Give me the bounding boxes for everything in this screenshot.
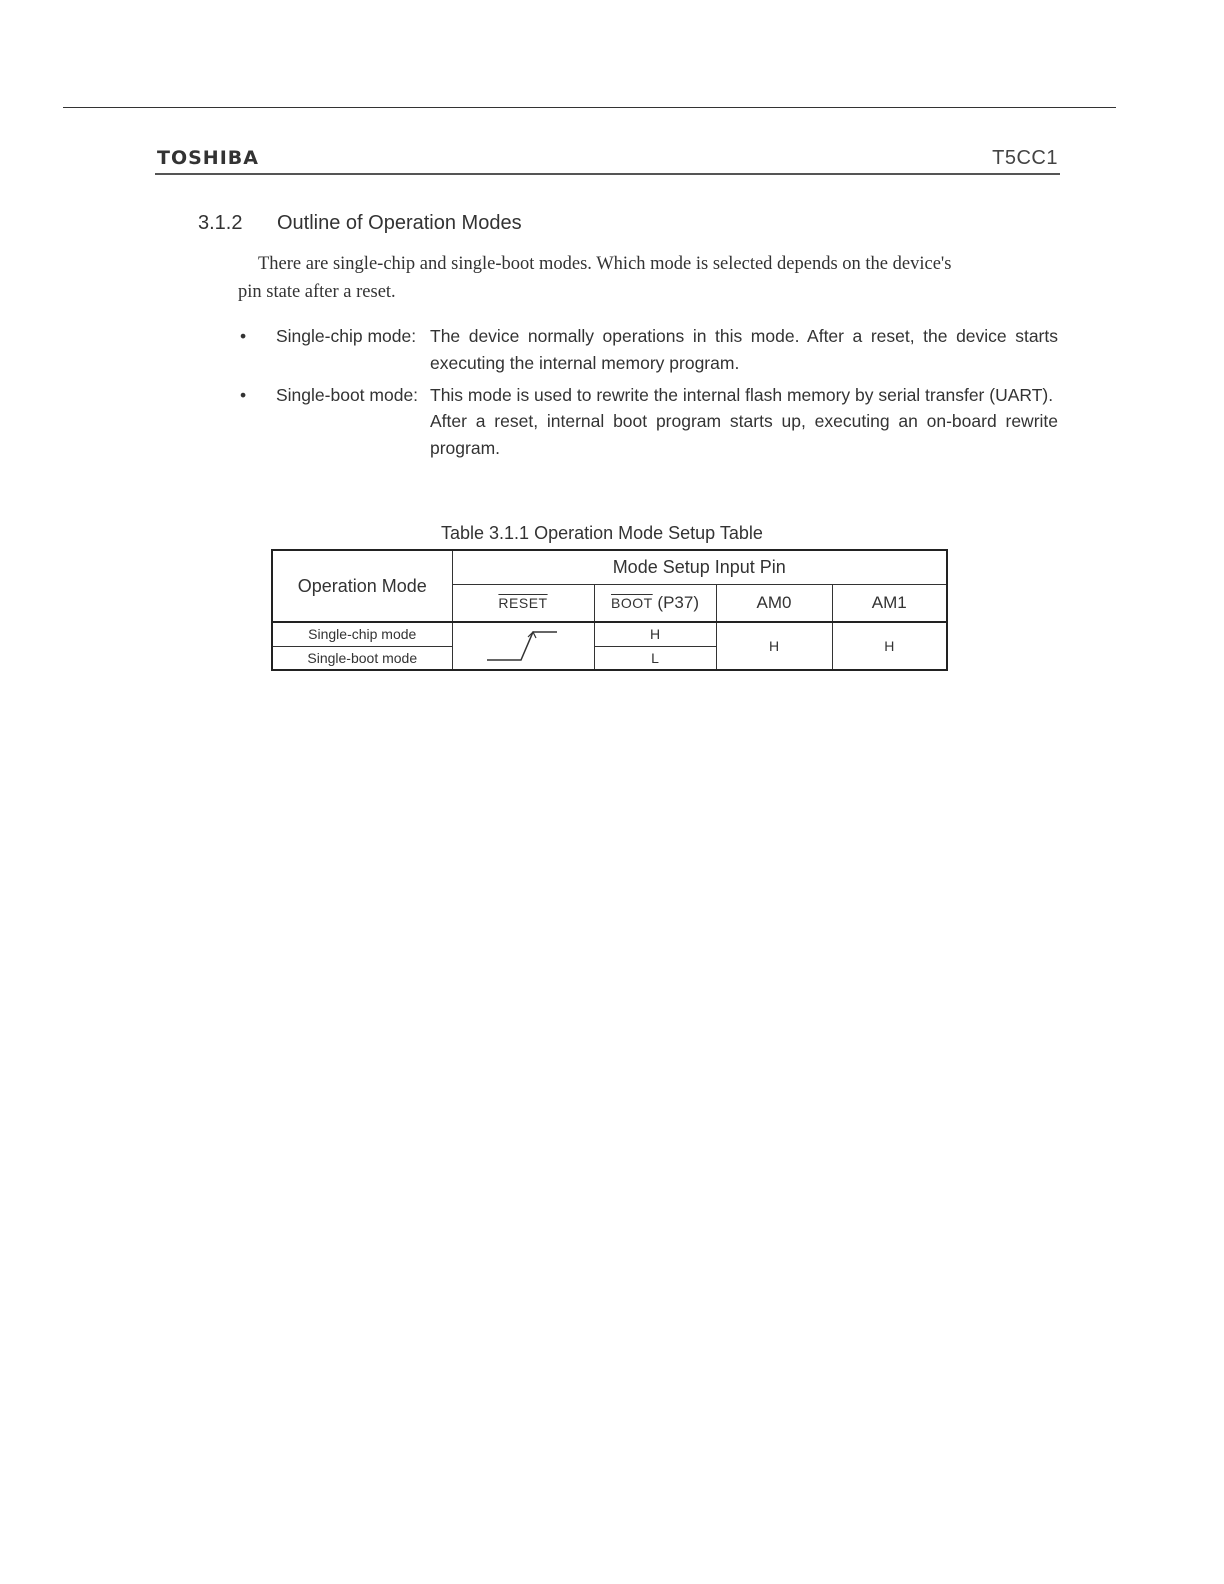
intro-line-2: pin state after a reset.	[238, 282, 396, 302]
reset-label: RESET	[498, 595, 548, 611]
row-mode-single-boot: Single-boot mode	[272, 646, 452, 670]
bullet-description-p2: After a reset, internal boot program starts up, executing an on-board rewrite program.	[430, 411, 1058, 458]
page-header	[155, 143, 1060, 175]
header-pin-am1: AM1	[832, 585, 947, 623]
intro-line-1: There are single-chip and single-boot modes. Which mode is selected depends on the device's	[258, 254, 952, 274]
cell-boot-l: L	[594, 646, 716, 670]
row-mode-single-chip: Single-chip mode	[272, 622, 452, 646]
operation-mode-table	[271, 549, 948, 671]
cell-am1: H	[832, 622, 947, 670]
header-pin-reset	[452, 585, 594, 623]
bullet-term: Single-chip mode:	[276, 326, 417, 346]
bullet-description: The device normally operations in this mode. After a reset, the device starts executing the internal memory program.	[430, 326, 1058, 373]
header-operation-mode: Operation Mode	[272, 550, 452, 622]
header-pin-boot	[594, 585, 716, 623]
document-id: T5CC1	[992, 147, 1058, 169]
bullet-dot-icon: •	[240, 385, 247, 405]
header-mode-setup-input-pin: Mode Setup Input Pin	[452, 550, 947, 585]
cell-am0: H	[716, 622, 832, 670]
section-number: 3.1.2	[198, 212, 243, 234]
top-rule	[63, 107, 1116, 108]
reset-waveform-cell	[452, 622, 594, 670]
bullet-dot-icon: •	[240, 326, 247, 346]
brand-logo-text: TOSHIBA	[157, 147, 259, 169]
table-caption: Table 3.1.1 Operation Mode Setup Table	[441, 523, 763, 543]
intro-paragraph	[238, 250, 1058, 306]
cell-boot-h: H	[594, 622, 716, 646]
boot-suffix: (P37)	[652, 593, 699, 612]
bullet-description	[430, 382, 1058, 462]
rising-edge-waveform-icon	[483, 626, 563, 666]
bullet-description-p1: This mode is used to rewrite the internal flash memory by serial transfer (UART).	[430, 385, 1054, 405]
header-pin-am0: AM0	[716, 585, 832, 623]
boot-label: BOOT	[611, 595, 653, 611]
section-heading	[198, 212, 522, 235]
section-title: Outline of Operation Modes	[277, 212, 522, 234]
bullet-term: Single-boot mode:	[276, 385, 419, 405]
